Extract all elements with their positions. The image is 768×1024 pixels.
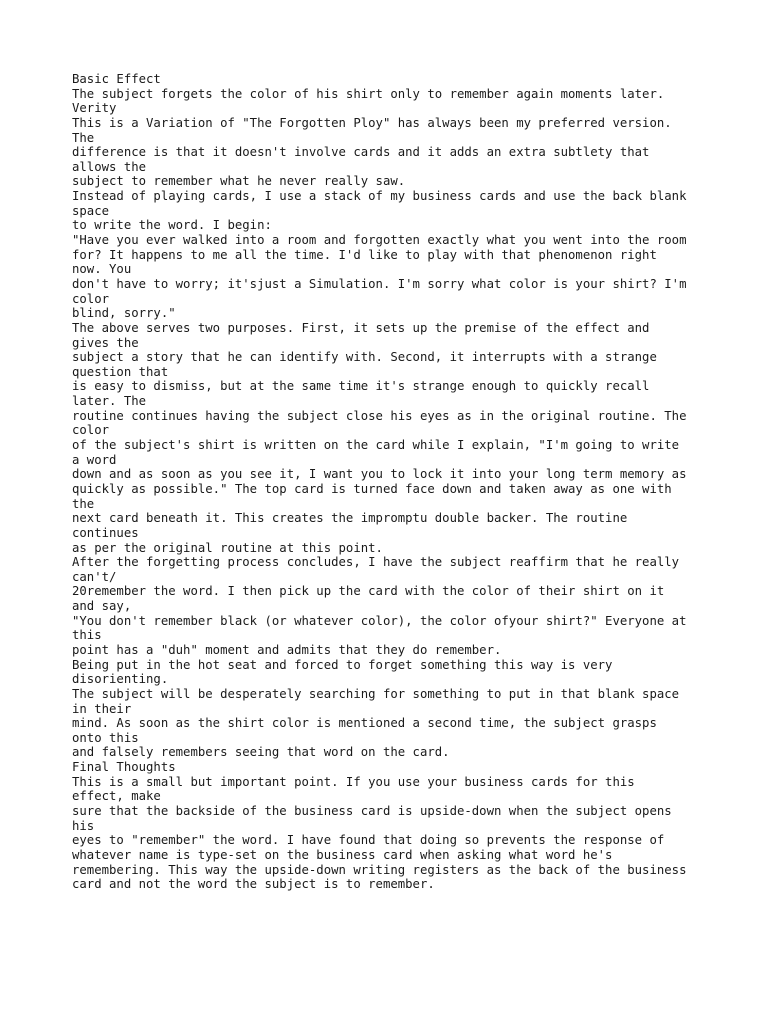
text-line: to write the word. I begin: (72, 218, 272, 233)
text-line: effect, make (72, 789, 161, 804)
text-line: onto this (72, 730, 139, 745)
text-line: remembering. This way the upside-down writing registers as the back of the business (72, 862, 687, 877)
text-line: blind, sorry." (72, 306, 176, 321)
text-line: of the subject's shirt is written on the card while I explain, "I'm going to write (72, 438, 680, 453)
text-line: After the forgetting process concludes, I have the subject reaffirm that he really (72, 555, 680, 570)
text-line: point has a "duh" moment and admits that they do remember. (72, 642, 502, 657)
text-line: a word (72, 452, 117, 467)
text-line: The subject forgets the color of his shirt only to remember again moments later. (72, 86, 665, 101)
text-line: Verity (72, 101, 117, 116)
text-line: "You don't remember black (or whatever color), the color ofyour shirt?" Everyone at (72, 613, 687, 628)
text-line: later. The (72, 394, 147, 409)
text-line: and falsely remembers seeing that word on the card. (72, 745, 450, 760)
text-line: 20remember the word. I then pick up the card with the color of their shirt on it (72, 584, 665, 599)
text-line: as per the original routine at this point. (72, 540, 383, 555)
text-line: Being put in the hot seat and forced to forget something this way is very (72, 657, 613, 672)
text-line: now. You (72, 262, 132, 277)
text-line: in their (72, 701, 132, 716)
text-line: This is a Variation of "The Forgotten Ploy" has always been my preferred version. (72, 115, 672, 130)
text-line: quickly as possible." The top card is turned face down and taken away as one with (72, 481, 672, 496)
text-line: whatever name is type-set on the business card when asking what word he's (72, 847, 613, 862)
text-line: disorienting. (72, 672, 169, 687)
text-line: color (72, 423, 110, 438)
text-line: subject a story that he can identify with. Second, it interrupts with a strange (72, 350, 657, 365)
text-line: "Have you ever walked into a room and forgotten exactly what you went into the room (72, 233, 687, 248)
text-line: routine continues having the subject close his eyes as in the original routine. The (72, 408, 687, 423)
text-line: and say, (72, 599, 132, 614)
text-line: for? It happens to me all the time. I'd like to play with that phenomenon right (72, 247, 657, 262)
text-line: The (72, 130, 95, 145)
text-line: Basic Effect (72, 72, 161, 86)
text-line: gives the (72, 335, 139, 350)
text-line: continues (72, 525, 139, 540)
text-line: Final Thoughts (72, 760, 176, 775)
text-line: The above serves two purposes. First, it sets up the premise of the effect and (72, 320, 650, 335)
text-line: subject to remember what he never really saw. (72, 174, 406, 189)
text-line: mind. As soon as the shirt color is mentioned a second time, the subject grasps (72, 716, 657, 731)
text-line: question that (72, 364, 169, 379)
text-line: This is a small but important point. If you use your business cards for this (72, 774, 635, 789)
text-line: difference is that it doesn't involve cards and it adds an extra subtlety that (72, 145, 650, 160)
text-line: down and as soon as you see it, I want you to lock it into your long term memory as (72, 467, 687, 482)
text-line: color (72, 291, 110, 306)
text-line: is easy to dismiss, but at the same time it's strange enough to quickly recall (72, 379, 650, 394)
text-line: sure that the backside of the business card is upside-down when the subject opens (72, 804, 672, 819)
text-line: Instead of playing cards, I use a stack of my business cards and use the back blank (72, 189, 687, 204)
text-line: space (72, 203, 110, 218)
text-line: The subject will be desperately searching for something to put in that blank space (72, 686, 680, 701)
text-line: next card beneath it. This creates the impromptu double backer. The routine (72, 511, 628, 526)
text-line: the (72, 496, 95, 511)
text-line: eyes to "remember" the word. I have found that doing so prevents the response of (72, 833, 665, 848)
text-line: allows the (72, 159, 147, 174)
text-line: this (72, 628, 102, 643)
text-line: his (72, 818, 95, 833)
text-line: don't have to worry; it'sjust a Simulation. I'm sorry what color is your shirt? I'm (72, 276, 687, 291)
text-line: card and not the word the subject is to remember. (72, 877, 435, 892)
text-line: can't/ (72, 569, 117, 584)
document-body-text (72, 72, 712, 892)
